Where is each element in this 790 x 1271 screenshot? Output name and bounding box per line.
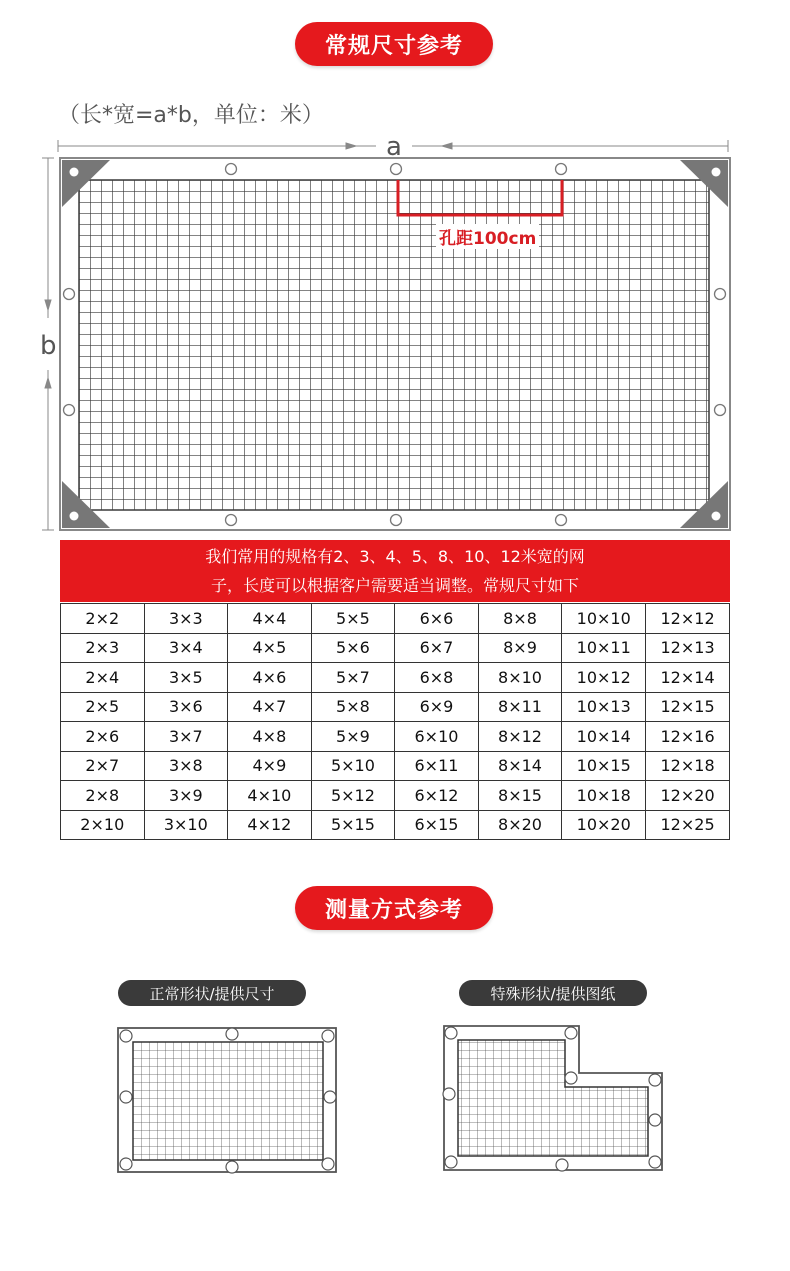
table-row — [61, 722, 730, 752]
hole-spacing-label: 孔距100cm — [436, 224, 539, 249]
table-row — [61, 781, 730, 811]
size-cell: 10×10 — [562, 604, 646, 634]
size-cell: 3×7 — [144, 722, 228, 752]
size-cell: 3×8 — [144, 751, 228, 781]
size-cell: 4×8 — [228, 722, 312, 752]
size-cell: 8×12 — [478, 722, 562, 752]
section-title-regular-sizes: 常规尺寸参考 — [295, 22, 493, 66]
size-cell: 4×6 — [228, 663, 312, 693]
size-cell: 3×9 — [144, 781, 228, 811]
size-cell: 12×12 — [646, 604, 730, 634]
size-cell: 5×8 — [311, 692, 395, 722]
size-cell: 6×9 — [395, 692, 479, 722]
size-cell: 8×11 — [478, 692, 562, 722]
size-table — [60, 603, 730, 840]
size-description-banner — [60, 540, 730, 602]
size-cell: 3×5 — [144, 663, 228, 693]
size-cell: 10×15 — [562, 751, 646, 781]
table-row — [61, 810, 730, 840]
size-cell: 5×15 — [311, 810, 395, 840]
size-cell: 4×4 — [228, 604, 312, 634]
size-cell: 8×8 — [478, 604, 562, 634]
size-cell: 2×5 — [61, 692, 145, 722]
size-cell: 12×14 — [646, 663, 730, 693]
size-cell: 2×7 — [61, 751, 145, 781]
size-cell: 2×10 — [61, 810, 145, 840]
size-cell: 3×6 — [144, 692, 228, 722]
size-cell: 5×9 — [311, 722, 395, 752]
dimension-label-b: b — [40, 331, 57, 361]
table-row — [61, 633, 730, 663]
size-cell: 2×4 — [61, 663, 145, 693]
size-cell: 5×10 — [311, 751, 395, 781]
size-cell: 10×18 — [562, 781, 646, 811]
size-cell: 2×6 — [61, 722, 145, 752]
size-cell: 6×12 — [395, 781, 479, 811]
size-cell: 5×12 — [311, 781, 395, 811]
size-cell: 10×12 — [562, 663, 646, 693]
special-shape-tag: 特殊形状/提供图纸 — [459, 980, 647, 1006]
table-row — [61, 604, 730, 634]
size-cell: 4×12 — [228, 810, 312, 840]
normal-shape-diagram — [118, 1028, 336, 1173]
dimension-label-a: a — [386, 132, 402, 162]
size-cell: 2×2 — [61, 604, 145, 634]
size-cell: 8×15 — [478, 781, 562, 811]
size-cell: 4×5 — [228, 633, 312, 663]
size-cell: 12×20 — [646, 781, 730, 811]
size-cell: 12×13 — [646, 633, 730, 663]
size-cell: 5×6 — [311, 633, 395, 663]
size-cell: 4×9 — [228, 751, 312, 781]
size-cell: 3×3 — [144, 604, 228, 634]
size-cell: 6×8 — [395, 663, 479, 693]
description-line-1: 我们常用的规格有2、3、4、5、8、10、12米宽的网 — [205, 547, 585, 566]
size-cell: 4×7 — [228, 692, 312, 722]
size-cell: 10×13 — [562, 692, 646, 722]
normal-shape-tag: 正常形状/提供尺寸 — [118, 980, 306, 1006]
size-cell: 8×14 — [478, 751, 562, 781]
size-cell: 4×10 — [228, 781, 312, 811]
size-cell: 12×15 — [646, 692, 730, 722]
size-cell: 6×7 — [395, 633, 479, 663]
size-cell: 10×14 — [562, 722, 646, 752]
table-row — [61, 751, 730, 781]
table-row — [61, 692, 730, 722]
shade-net-diagram — [60, 158, 730, 530]
size-cell: 3×10 — [144, 810, 228, 840]
size-cell: 8×9 — [478, 633, 562, 663]
size-cell: 6×6 — [395, 604, 479, 634]
size-cell: 5×5 — [311, 604, 395, 634]
size-cell: 12×16 — [646, 722, 730, 752]
description-line-2: 子，长度可以根据客户需要适当调整。常规尺寸如下 — [210, 576, 579, 595]
size-cell: 10×11 — [562, 633, 646, 663]
unit-note: （长*宽=a*b，单位：米） — [58, 103, 324, 128]
size-cell: 2×8 — [61, 781, 145, 811]
table-row — [61, 663, 730, 693]
size-cell: 3×4 — [144, 633, 228, 663]
size-cell: 2×3 — [61, 633, 145, 663]
size-cell: 8×10 — [478, 663, 562, 693]
size-cell: 12×18 — [646, 751, 730, 781]
size-cell: 10×20 — [562, 810, 646, 840]
size-cell: 6×10 — [395, 722, 479, 752]
size-cell: 6×11 — [395, 751, 479, 781]
special-shape-diagram — [443, 1026, 662, 1171]
size-cell: 6×15 — [395, 810, 479, 840]
size-cell: 5×7 — [311, 663, 395, 693]
size-cell: 8×20 — [478, 810, 562, 840]
section-title-measurement: 测量方式参考 — [295, 886, 493, 930]
size-cell: 12×25 — [646, 810, 730, 840]
